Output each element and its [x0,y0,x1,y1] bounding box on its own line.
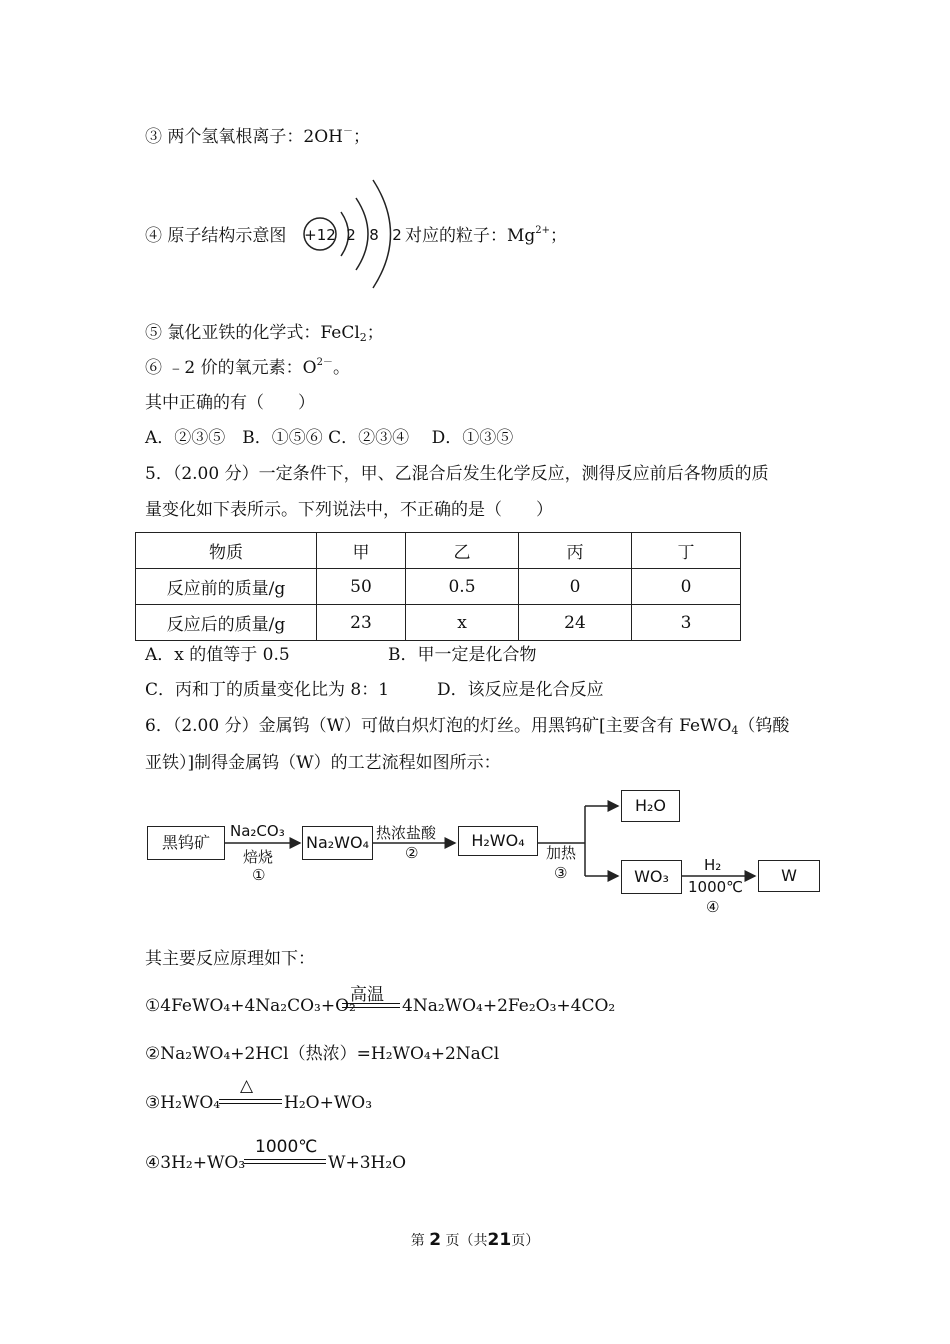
equation-3-right: H₂O+WO₃ [284,1093,373,1113]
flow-arrow1-condition: 焙烧 [243,848,274,866]
q5-option-a: A．x 的值等于 0.5 [145,645,290,665]
flow-arrow2-step: ② [405,844,419,862]
flow-arrow3-condition: 加热 [546,844,577,862]
flow-arrow1-reagent: Na₂CO₃ [230,822,285,840]
q5-stem-line2: 量变化如下表所示。下列说法中，不正确的是（ ） [145,500,553,520]
equation-1-condition: 高温 [350,985,384,1005]
flow-arrow4-step: ④ [706,898,720,916]
total-pages: 21 [487,1230,512,1250]
q4-item4: ④ 原子结构示意图 [145,226,287,246]
table-header-cell: 物质 [136,533,317,569]
q4-item4-suffix: 对应的粒子：$Mg^{2+}$； [405,225,568,246]
equation-4-equals [244,1159,326,1164]
equation-4-left: ④3H₂+WO₃ [145,1153,246,1173]
table-cell: x [406,605,519,641]
table-cell: 23 [317,605,406,641]
table-row [136,605,741,641]
equation-4-right: W+3H₂O [328,1153,407,1173]
q4-item3: ③ 两个氢氧根离子：2OH－； [145,126,370,147]
flow-arrow4-condition: 1000℃ [688,878,744,896]
atomic-structure-diagram [300,172,410,297]
table-header-cell: 乙 [406,533,519,569]
table-header-row [136,533,741,569]
table-header-cell: 丙 [519,533,632,569]
table-cell: 24 [519,605,632,641]
flow-box-h2o: H₂O [621,790,680,822]
table-cell: 3 [632,605,741,641]
equation-4-condition: 1000℃ [255,1137,318,1157]
q6-principle-heading: 其主要反应原理如下： [145,949,315,969]
page-footer: 第 2 页（共21页） [410,1230,540,1250]
flow-box-ore: 黑钨矿 [147,826,225,860]
table-header-cell: 甲 [317,533,406,569]
equation-3-condition: △ [240,1076,254,1096]
q5-option-b: B．甲一定是化合物 [388,645,537,665]
flow-arrow2-reagent: 热浓盐酸 [376,824,437,842]
shell-1-count: 2 [346,226,356,244]
table-cell: 50 [317,569,406,605]
q4-options: A．②③⑤ B．①⑤⑥ C．②③④ D．①③⑤ [145,428,514,448]
flow-arrow4-reagent: H₂ [704,856,722,874]
shell-2-count: 8 [369,226,379,244]
table-cell: 0 [632,569,741,605]
q5-stem-line1: 5．（2.00 分）一定条件下，甲、乙混合后发生化学反应，测得反应前后各物质的质 [145,464,769,484]
flow-box-na2wo4: Na₂WO₄ [302,826,373,860]
table-cell: 反应后的质量/g [136,605,317,641]
equation-3-equals [219,1099,282,1104]
current-page-number: 2 [429,1230,442,1250]
equation-1-equals [342,1003,400,1008]
q6-stem-line1: 6．（2.00 分）金属钨（W）可做白炽灯泡的灯丝。用黑钨矿[主要含有 FeWO$_4$（钨酸 [145,716,790,737]
flow-arrow3-step: ③ [554,864,568,882]
equation-1-right: 4Na₂WO₄+2Fe₂O₃+4CO₂ [402,996,616,1016]
table-row [136,569,741,605]
q6-stem-line2: 亚铁）]制得金属钨（W）的工艺流程如图所示： [145,753,501,773]
flow-box-w: W [758,860,820,892]
q4-item6: ⑥ ﹣2 价的氧元素：$O^{2-}$。 [145,357,350,378]
table-header-cell: 丁 [632,533,741,569]
q5-option-c: C．丙和丁的质量变化比为 8：1 [145,680,390,700]
shell-3-count: 2 [392,226,402,244]
flow-box-wo3: WO₃ [621,860,682,894]
q5-option-d: D．该反应是化合反应 [437,680,604,700]
q4-question: 其中正确的有（ ） [145,393,315,413]
table-cell: 0 [519,569,632,605]
q4-item5: ⑤ 氯化亚铁的化学式：FeCl$_2$； [145,323,384,344]
table-cell: 0.5 [406,569,519,605]
nucleus-label: +12 [304,226,336,244]
equation-1-left: ①4FeWO₄+4Na₂CO₃+O₂ [145,996,356,1016]
table-cell: 反应前的质量/g [136,569,317,605]
equation-2: ②Na₂WO₄+2HCl（热浓）=H₂WO₄+2NaCl [145,1044,500,1064]
flow-box-h2wo4: H₂WO₄ [458,826,538,856]
q5-mass-table [135,532,741,641]
flow-arrow1-step: ① [252,866,266,884]
equation-3-left: ③H₂WO₄ [145,1093,221,1113]
